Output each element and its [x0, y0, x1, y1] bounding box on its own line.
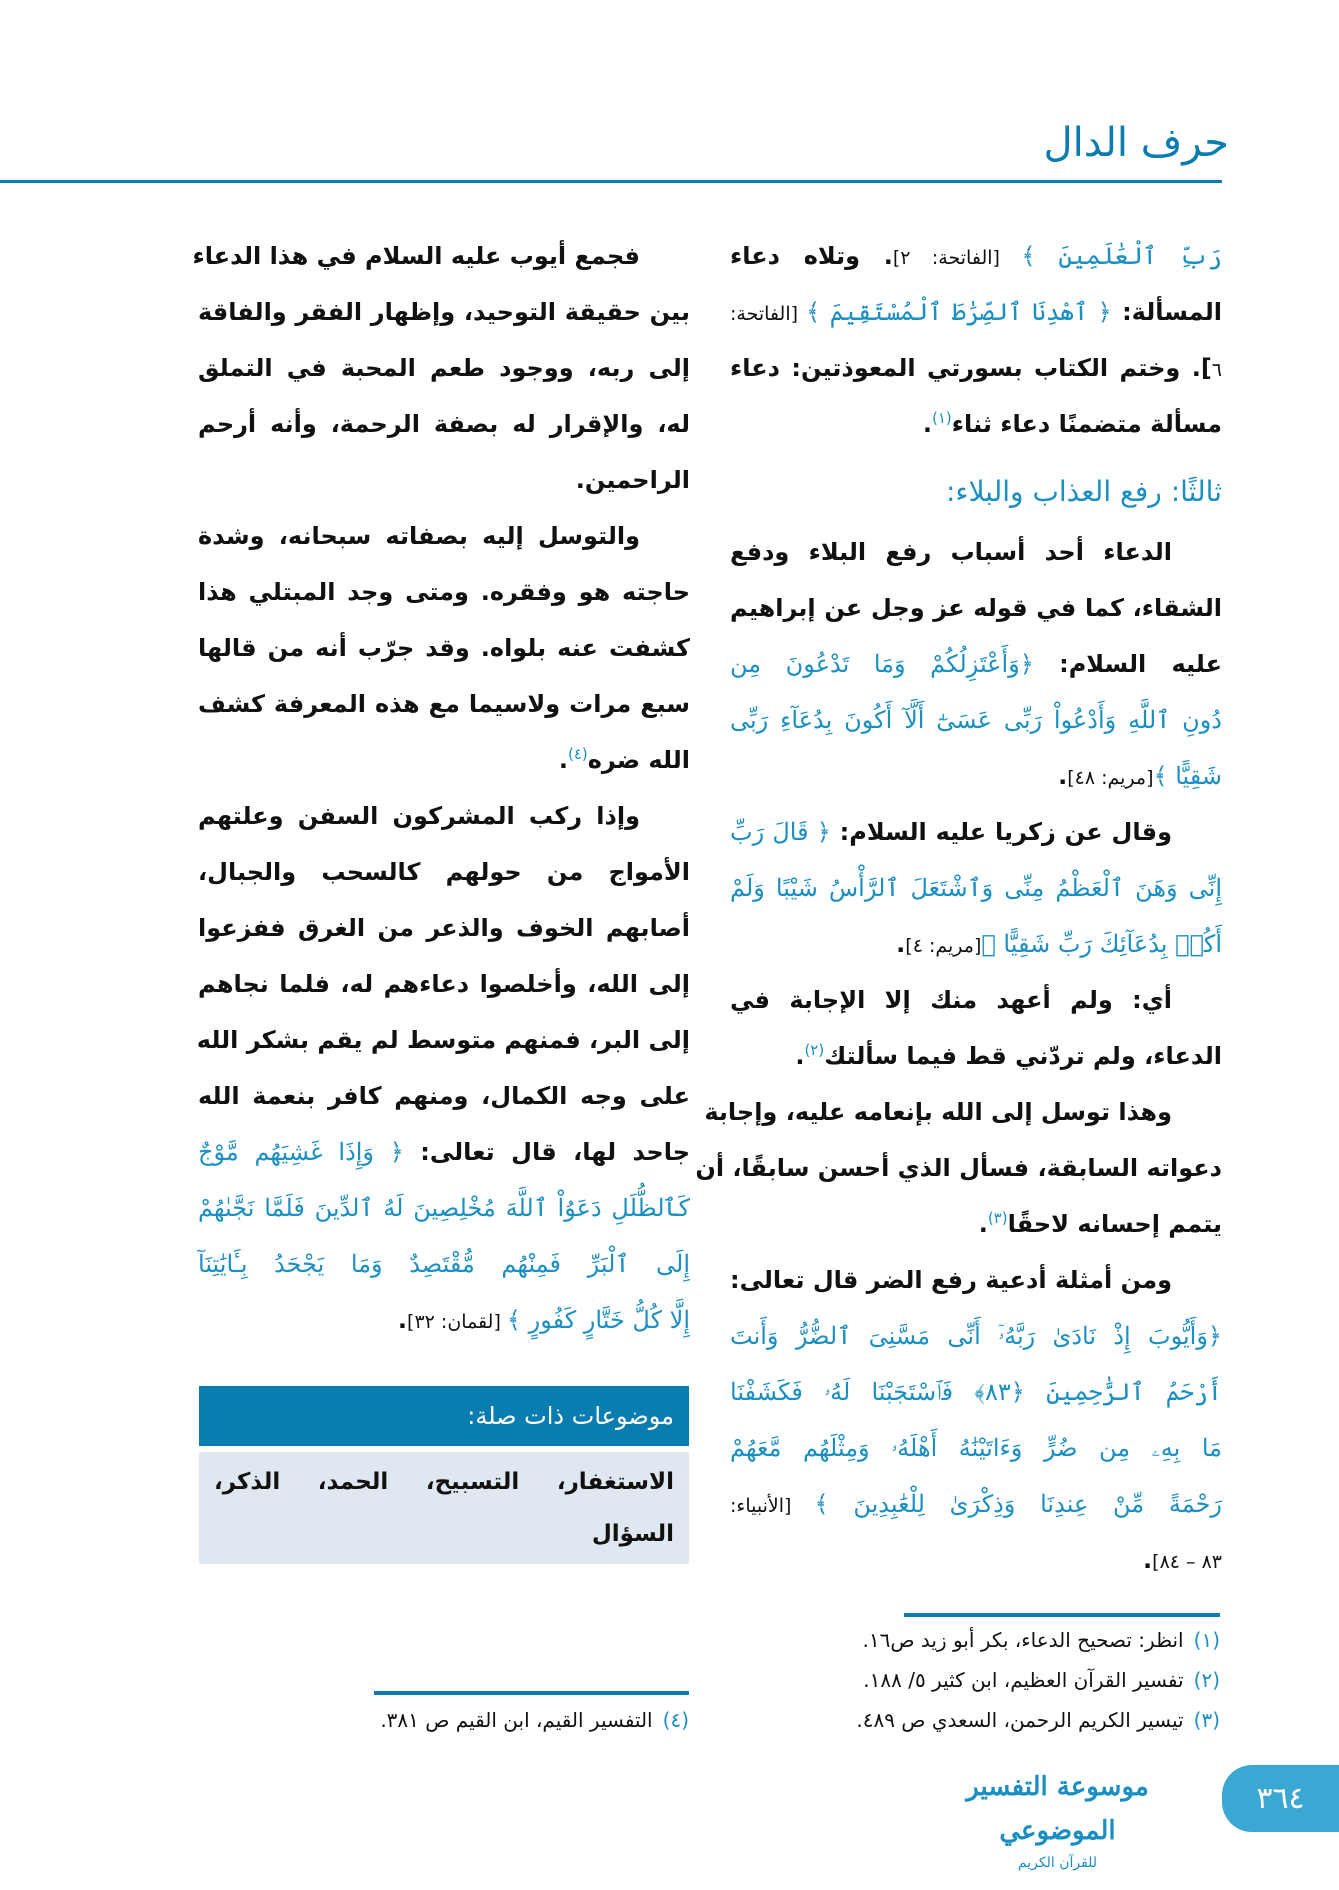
footnote-text: التفسير القيم، ابن القيم ص ٣٨١. [380, 1708, 653, 1732]
verse-reference: ٦ [1211, 359, 1222, 381]
text-line [730, 1420, 1222, 1476]
body-text: الدعاء، ولم تردّني قط فيما سألتك [824, 1042, 1222, 1070]
text-line [730, 804, 1222, 860]
body-text: . [558, 746, 568, 774]
logo-title: موسوعة التفسير الموضوعي [966, 1772, 1149, 1846]
text-line [730, 692, 1222, 748]
text-line [198, 732, 690, 788]
body-text: دعواته السابقة، فسأل الذي أحسن سابقًا، أن [695, 1154, 1222, 1182]
quran-verse: دُونِ ٱللَّهِ وَأَدْعُواْ رَبِّى عَسَىٰٓ أَلَّآ أَكُونَ بِدُعَآءِ رَبِّى [730, 706, 1222, 734]
body-text: وإذا ركب المشركون السفن وعلتهم [198, 802, 640, 830]
quran-verse: أَكُنۢ بِدُعَآئِكَ رَبِّ شَقِيًّا ﴾ [981, 930, 1222, 958]
footnote-rule-right [904, 1613, 1220, 1617]
body-text: المسألة: [1111, 298, 1223, 326]
text-line [198, 1124, 690, 1180]
body-text: فجمع أيوب عليه السلام في هذا الدعاء [192, 242, 640, 270]
quran-verse: مَا بِهِۦ مِن ضُرٍّ وَءَاتَيْنَٰهُ أَهْلَهُۥ وَمِثْلَهُم مَّعَهُمْ [730, 1434, 1222, 1462]
text-line [730, 340, 1222, 396]
footnote-marker: (٢) [804, 1041, 825, 1059]
quran-verse: شَقِيًّا ﴾ [1153, 762, 1222, 790]
text-line [730, 1532, 1222, 1588]
text-line [198, 1180, 690, 1236]
body-text: أي: ولم أعهد منك إلا الإجابة في [730, 986, 1172, 1014]
text-line [198, 396, 690, 452]
text-line [730, 1476, 1222, 1532]
text-line [198, 956, 690, 1012]
encyclopedia-logo [934, 1765, 1181, 1871]
body-text: . [978, 1210, 988, 1238]
header-rule [0, 180, 1222, 183]
text-line [730, 396, 1222, 452]
footnote-number: (٣) [1193, 1708, 1220, 1732]
footnote-text: انظر: تصحيح الدعاء، بكر أبو زيد ص١٦. [862, 1628, 1184, 1652]
chapter-title: حرف الدال [1043, 120, 1229, 166]
footnote-number: (٤) [662, 1708, 689, 1732]
body-text: الأمواج من حولهم كالسحب والجبال، [198, 858, 690, 886]
footnote-text: تفسير القرآن العظيم، ابن كثير ٥/ ١٨٨. [863, 1668, 1184, 1692]
verse-reference: [الفاتحة: ٢] [892, 247, 1022, 269]
footnote-number: (١) [1193, 1628, 1220, 1652]
footnote-3 [856, 1708, 1220, 1732]
logo-subtitle: للقرآن الكريم [1017, 1855, 1098, 1871]
quran-verse: ﴿ قَالَ رَبِّ [730, 818, 831, 846]
body-text: عليه السلام: [1033, 650, 1222, 678]
footnote-rule-left [374, 1691, 689, 1695]
related-topics-header: موضوعات ذات صلة: [199, 1386, 689, 1446]
left-column [192, 228, 691, 1348]
body-text: والتوسل إليه بصفاته سبحانه، وشدة [198, 522, 640, 550]
body-text: على وجه الكمال، ومنهم كافر بنعمة الله [198, 1082, 690, 1110]
footnote-1 [863, 1628, 1220, 1652]
quran-verse: رَحْمَةً مِّنْ عِندِنَا وَذِكْرَىٰ لِلْعَٰبِدِينَ ﴾ [814, 1490, 1222, 1518]
quran-verse: رَبِّ ٱلْعَٰلَمِينَ ﴾ [1021, 242, 1222, 270]
footnote-4 [380, 1708, 689, 1732]
body-text: حاجته هو وفقره. ومتى وجد المبتلي هذا [198, 578, 690, 606]
body-text: جاحد لها، قال تعالى: [403, 1138, 691, 1166]
text-line [198, 676, 690, 732]
text-line [192, 228, 690, 284]
text-line [198, 340, 690, 396]
footnote-marker: (٣) [987, 1209, 1008, 1227]
body-text: الراحمين. [575, 466, 690, 494]
quran-verse: ﴿وَأَعْتَزِلُكُمْ وَمَا تَدْعُونَ مِن [730, 650, 1034, 678]
text-line [198, 564, 690, 620]
verse-reference: [الأنبياء: [730, 1495, 815, 1517]
footnote-2 [863, 1668, 1220, 1692]
text-line [730, 636, 1222, 692]
body-text: وهذا توسل إلى الله بإنعامه عليه، وإجابة [704, 1098, 1172, 1126]
text-line [198, 620, 690, 676]
text-line [198, 452, 690, 508]
text-line [198, 1292, 690, 1348]
text-line [730, 748, 1222, 804]
body-text: وقال عن زكريا عليه السلام: [830, 818, 1172, 846]
text-line [704, 1084, 1222, 1140]
section-heading [730, 452, 1222, 524]
quran-verse: إِنِّى وَهَنَ ٱلْعَظْمُ مِنِّى وَٱشْتَعَلَ ٱلرَّأْسُ شَيْبًا وَلَمْ [730, 874, 1222, 902]
text-line [730, 228, 1222, 284]
verse-reference: [مريم: ٤] [905, 935, 982, 957]
body-text: سبع مرات ولاسيما مع هذه المعرفة كشف [198, 690, 690, 718]
text-line [198, 1068, 690, 1124]
body-text: إلى البر، فمنهم متوسط لم يقم بشكر الله [196, 1026, 690, 1054]
verse-reference: [لقمان: ٣٢] [407, 1311, 507, 1333]
body-text: . [795, 1042, 805, 1070]
quran-verse: أَرْحَمُ ٱلرَّٰحِمِينَ ﴿٨٣﴾ فَٱسْتَجَبْنَا لَهُۥ فَكَشَفْنَا [730, 1378, 1222, 1406]
text-line [730, 1364, 1222, 1420]
body-text: يتمم إحسانه لاحقًا [1007, 1210, 1222, 1238]
text-line [198, 844, 690, 900]
body-text: الدعاء أحد أسباب رفع البلاء ودفع [730, 538, 1172, 566]
body-text: إلى الله، وأخلصوا دعاءهم له، فلما نجاهم [198, 970, 690, 998]
right-column [695, 228, 1223, 1588]
text-line [730, 1252, 1222, 1308]
body-text: له، والإقرار له بصفة الرحمة، وأنه أرحم [198, 410, 690, 438]
body-text: إلى ربه، ووجود طعم المحبة في التملق [198, 354, 690, 382]
body-text: مسألة متضمنًا دعاء ثناء [951, 410, 1222, 438]
body-text: الله ضره [587, 746, 690, 774]
verse-reference: [مريم: ٤٨] [1067, 767, 1154, 789]
text-line [730, 916, 1222, 972]
text-line [730, 972, 1222, 1028]
verse-reference: [الفاتحة: [730, 303, 807, 325]
quran-verse: كَٱلظُّلَلِ دَعَوُاْ ٱللَّهَ مُخْلِصِينَ لَهُ ٱلدِّينَ فَلَمَّا نَجَّىٰهُمْ [198, 1194, 691, 1222]
footnote-marker: (١) [932, 409, 952, 427]
related-topics-list: الاستغفار، التسبيح، الحمد، الذكر، السؤال [199, 1452, 689, 1564]
quran-verse: ﴿ وَإِذَا غَشِيَهُم مَّوْجٌ [198, 1138, 404, 1166]
quran-verse: إِلَى ٱلْبَرِّ فَمِنْهُم مُّقْتَصِدٌ وَمَا يَجْحَدُ بِـَٔايَٰتِنَآ [198, 1250, 690, 1278]
text-line [730, 580, 1222, 636]
text-line [198, 284, 690, 340]
text-line [730, 860, 1222, 916]
text-line [198, 508, 690, 564]
text-line [730, 1308, 1222, 1364]
footnote-number: (٢) [1193, 1668, 1220, 1692]
text-line [198, 1236, 690, 1292]
quran-verse: إِلَّا كُلُّ خَتَّارٍ كَفُورٍ ﴾ [506, 1306, 690, 1334]
page-number: ٣٦٤ [1222, 1765, 1339, 1832]
footnote-marker: (٤) [567, 745, 588, 763]
body-text: ثالثًا: رفع العذاب والبلاء: [945, 475, 1222, 508]
body-text: ومن أمثلة أدعية رفع الضر قال تعالى: [730, 1266, 1172, 1294]
body-text: أصابهم الخوف والذعر من الغرق ففزعوا [198, 914, 690, 942]
body-text: . [922, 410, 932, 438]
quran-verse: ﴿ ٱهْدِنَا ٱلصِّرَٰطَ ٱلْمُسْتَقِيمَ ﴾ [806, 298, 1112, 326]
footnote-text: تيسير الكريم الرحمن، السعدي ص ٤٨٩. [856, 1708, 1184, 1732]
body-text: . [896, 930, 906, 958]
text-line [198, 1012, 690, 1068]
verse-reference: ٨٣ – ٨٤] [1152, 1551, 1222, 1573]
body-text: بين حقيقة التوحيد، وإظهار الفقر والفاقة [198, 298, 690, 326]
body-text: . [397, 1306, 408, 1334]
body-text: الشقاء، كما في قوله عز وجل عن إبراهيم [730, 594, 1222, 622]
text-line [198, 788, 690, 844]
body-text: ]. وختم الكتاب بسورتي المعوذتين: دعاء [730, 354, 1212, 382]
text-line [730, 524, 1222, 580]
text-line [730, 284, 1222, 340]
text-line [730, 1028, 1222, 1084]
text-line [695, 1140, 1222, 1196]
body-text: . [1058, 762, 1068, 790]
quran-verse: ﴿وَأَيُّوبَ إِذْ نَادَىٰ رَبَّهُۥٓ أَنِّى مَسَّنِىَ ٱلضُّرُّ وَأَنتَ [730, 1322, 1222, 1350]
body-text: . [1143, 1546, 1153, 1574]
body-text: . وتلاه دعاء [730, 242, 893, 270]
body-text: كشفت عنه بلواه. وقد جرّب أنه من قالها [198, 634, 690, 662]
text-line [198, 900, 690, 956]
text-line [730, 1196, 1222, 1252]
